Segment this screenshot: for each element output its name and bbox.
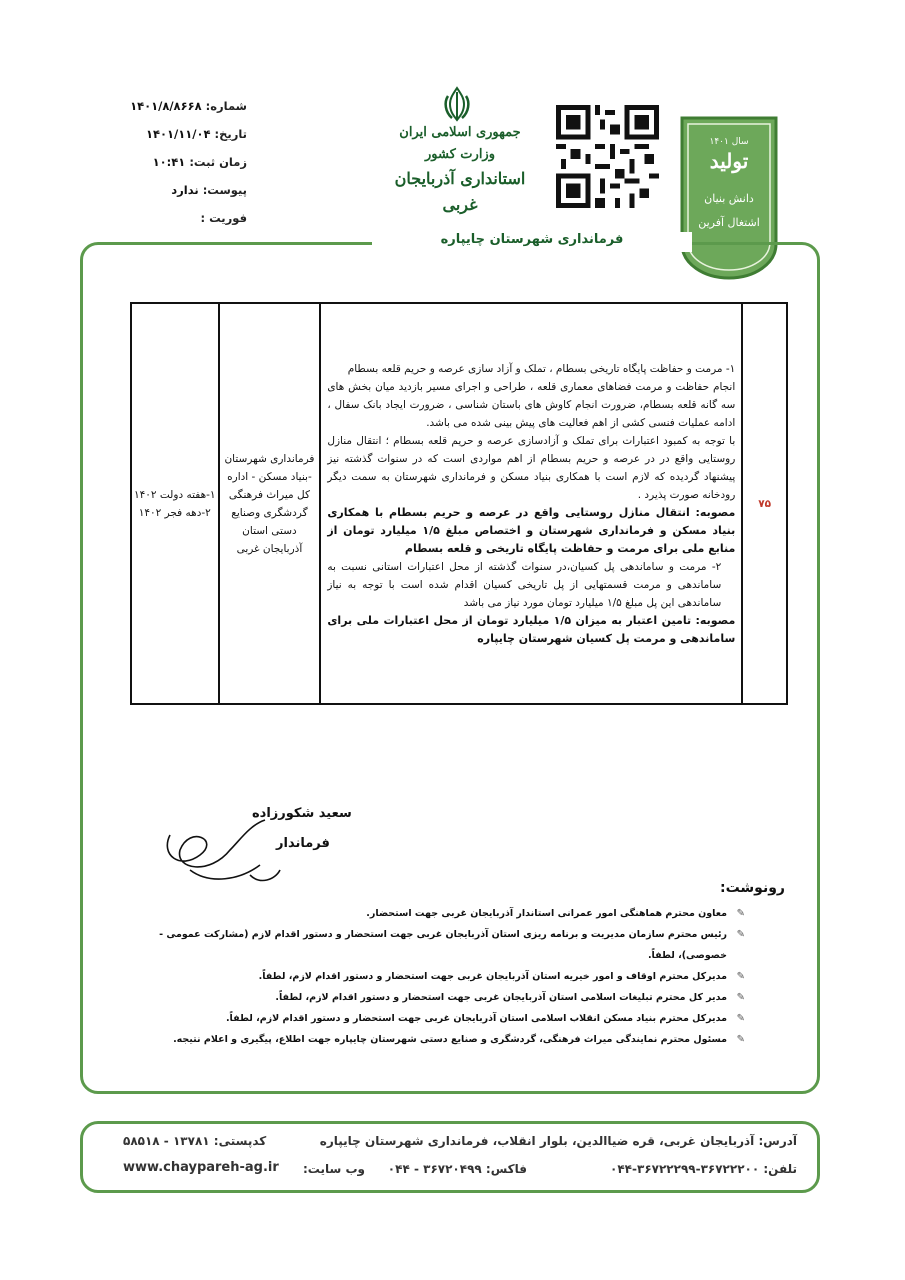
title-province: استانداری آذربایجان غربی [394,169,526,214]
pen-icon: ✎ [736,1034,745,1045]
footer-address: آدرس: آذربایجان غربی، قره ضیاالدین، بلوار انقلاب، فرمانداری شهرستان چایپاره [319,1134,797,1148]
footer-phone: تلفن: ۳۶۷۲۲۲۰۰-۳۶۷۲۲۲۹۹-۰۴۴ [610,1162,797,1176]
cc-item: ✎ مدیرکل محترم بنیاد مسکن انقلاب اسلامی استان آذربایجان غربی جهت استحضار و دستور اقدام لازم، لطفاً. [140,1008,745,1029]
deadline-2: ۲-دهه فجر ۱۴۰۲ [138,506,211,519]
item1-resolution: مصوبه: انتقال منازل روستایی واقع در عرصه و حریم بسطام با همکاری بنیاد مسکن و فرمانداری شهرستان و اختصاص مبلغ ۱/۵ میلیارد تومان از منابع ملی برای مرمت و حفاظت پایگاه تاریخی و قلعه بسطام [327,505,736,555]
item1-title: ۱- مرمت و حفاظت پایگاه تاریخی بسطام ، تملک و آزاد سازی عرصه و حریم قلعه بسطام [347,362,736,375]
pen-icon: ✎ [736,908,745,919]
date-label: تاریخ: [214,127,247,141]
deadline-cell [131,303,219,704]
iran-emblem-icon [442,86,472,122]
footer-fax: فاکس: ۳۶۷۲۰۴۹۹ - ۰۴۴ [387,1162,527,1176]
deadline-1: ۱-هفته دولت ۱۴۰۲ [133,488,216,501]
letter-meta [112,92,247,232]
responsible-cell: فرمانداری شهرستان -بنیاد مسکن - اداره کل میراث فرهنگی گردشگری وصنایع دستی استان آذربایجان غربی [219,303,321,704]
description-cell [320,303,742,704]
badge-line2: اشتغال آفرین [698,216,760,229]
attachment-label: پیوست: [202,183,247,197]
cc-item: ✎ مسئول محترم نمایندگی میراث فرهنگی، گردشگری و صنایع دستی شهرستان چایپاره جهت اطلاع، پیگیری و اعلام نتیجه. [140,1029,745,1050]
item2-title: ۲- مرمت و ساماندهی پل کسیان،در سنوات گذشته از محل اعتبارات استانی نسبت به ساماندهی و مرمت قسمتهایی از پل تاریخی کسیان اقدام شده است با توجه به نیاز ساماندهی این پل مبلغ ۱/۵ میلیارد تومان مورد نیاز می باشد [327,560,722,609]
number-label: شماره: [205,99,247,113]
cc-item: ✎ مدیر کل محترم تبلیغات اسلامی استان آذربایجان غربی جهت استحضار و دستور اقدام لازم، لطفاً. [140,987,745,1008]
pen-icon: ✎ [736,971,745,982]
item1-para2: با توجه به کمبود اعتبارات برای تملک و آزادسازی عرصه و حریم قلعه بسطام ؛ انتقال منازل روستایی واقع در در عرصه و حریم بسطام از اهم مواردی است که در سنوات گذشته نیز پیشنهاد گردیده که لازم است با همکاری بنیاد مسکن و فرمانداری شهرستان به سمت دیگر رودخانه صورت پذیرد . [327,434,736,501]
footer-website-label: وب سایت: [303,1162,366,1176]
attachment-value: ندارد [171,183,199,197]
footer-postal: کدپستی: ۱۳۷۸۱ - ۵۸۵۱۸ [123,1134,267,1148]
badge-year: سال ۱۴۰۱ [709,137,749,147]
title-ministry: وزارت کشور [425,147,495,162]
number-value: ۱۴۰۱/۸/۸۶۶۸ [130,99,202,113]
resolution-table [130,302,788,705]
date-value: ۱۴۰۱/۱۱/۰۴ [145,127,211,141]
time-label: زمان ثبت: [189,155,247,169]
pen-icon: ✎ [736,992,745,1003]
official-titles [380,122,540,218]
item1-para1: انجام حفاظت و مرمت فضاهای معماری قلعه ، طراحی و اجرای مسیر بازدید میان بخش های سه گانه قلعه بسطام، ضرورت انجام کاوش های باستان شناسی ، ضرورت ایجاد بانک سفال ، ادامه عملیات فنسی کشی از اهم فعالیت های پیش بینی شده می باشد. [327,380,736,429]
cc-title: رونوشت: [720,880,785,896]
cc-item: ✎ معاون محترم هماهنگی امور عمرانی استاندار آذربایجان غربی جهت استحضار. [140,903,745,924]
time-value: ۱۰:۴۱ [152,155,186,169]
title-republic: جمهوری اسلامی ایران [399,125,521,140]
signer-title: فرماندار [276,836,330,851]
badge-title: تولید [709,149,749,173]
urgency-label: فوریت : [200,211,247,225]
badge-line1: دانش بنیان [704,192,754,205]
signer-name: سعید شکورزاده [252,806,352,821]
item2-resolution: مصوبه: تامین اعتبار به میزان ۱/۵ میلیارد تومان از محل اعتبارات ملی برای ساماندهی و مرمت پل کسیان شهرستان چایپاره [327,613,736,645]
cc-item: ✎ رئیس محترم سازمان مدیریت و برنامه ریزی استان آذربایجان غربی جهت استحضار و دستور اقدام لازم (مشارکت عمومی - خصوصی)، لطفاً. [140,924,745,966]
pen-icon: ✎ [736,1013,745,1024]
row-number: ۷۵ [742,303,787,704]
footer-box [80,1121,820,1193]
qr-code-icon [556,105,659,208]
footer-website[interactable]: www.chaypareh-ag.ir [123,1160,279,1175]
governorate-title: فرمانداری شهرستان چایپاره [440,232,624,247]
cc-item: ✎ مدیرکل محترم اوقاف و امور خیریه استان آذربایجان غربی جهت استحضار و دستور اقدام لازم، لطفاً. [140,966,745,987]
pen-icon: ✎ [736,929,745,940]
cc-list [140,903,745,1050]
